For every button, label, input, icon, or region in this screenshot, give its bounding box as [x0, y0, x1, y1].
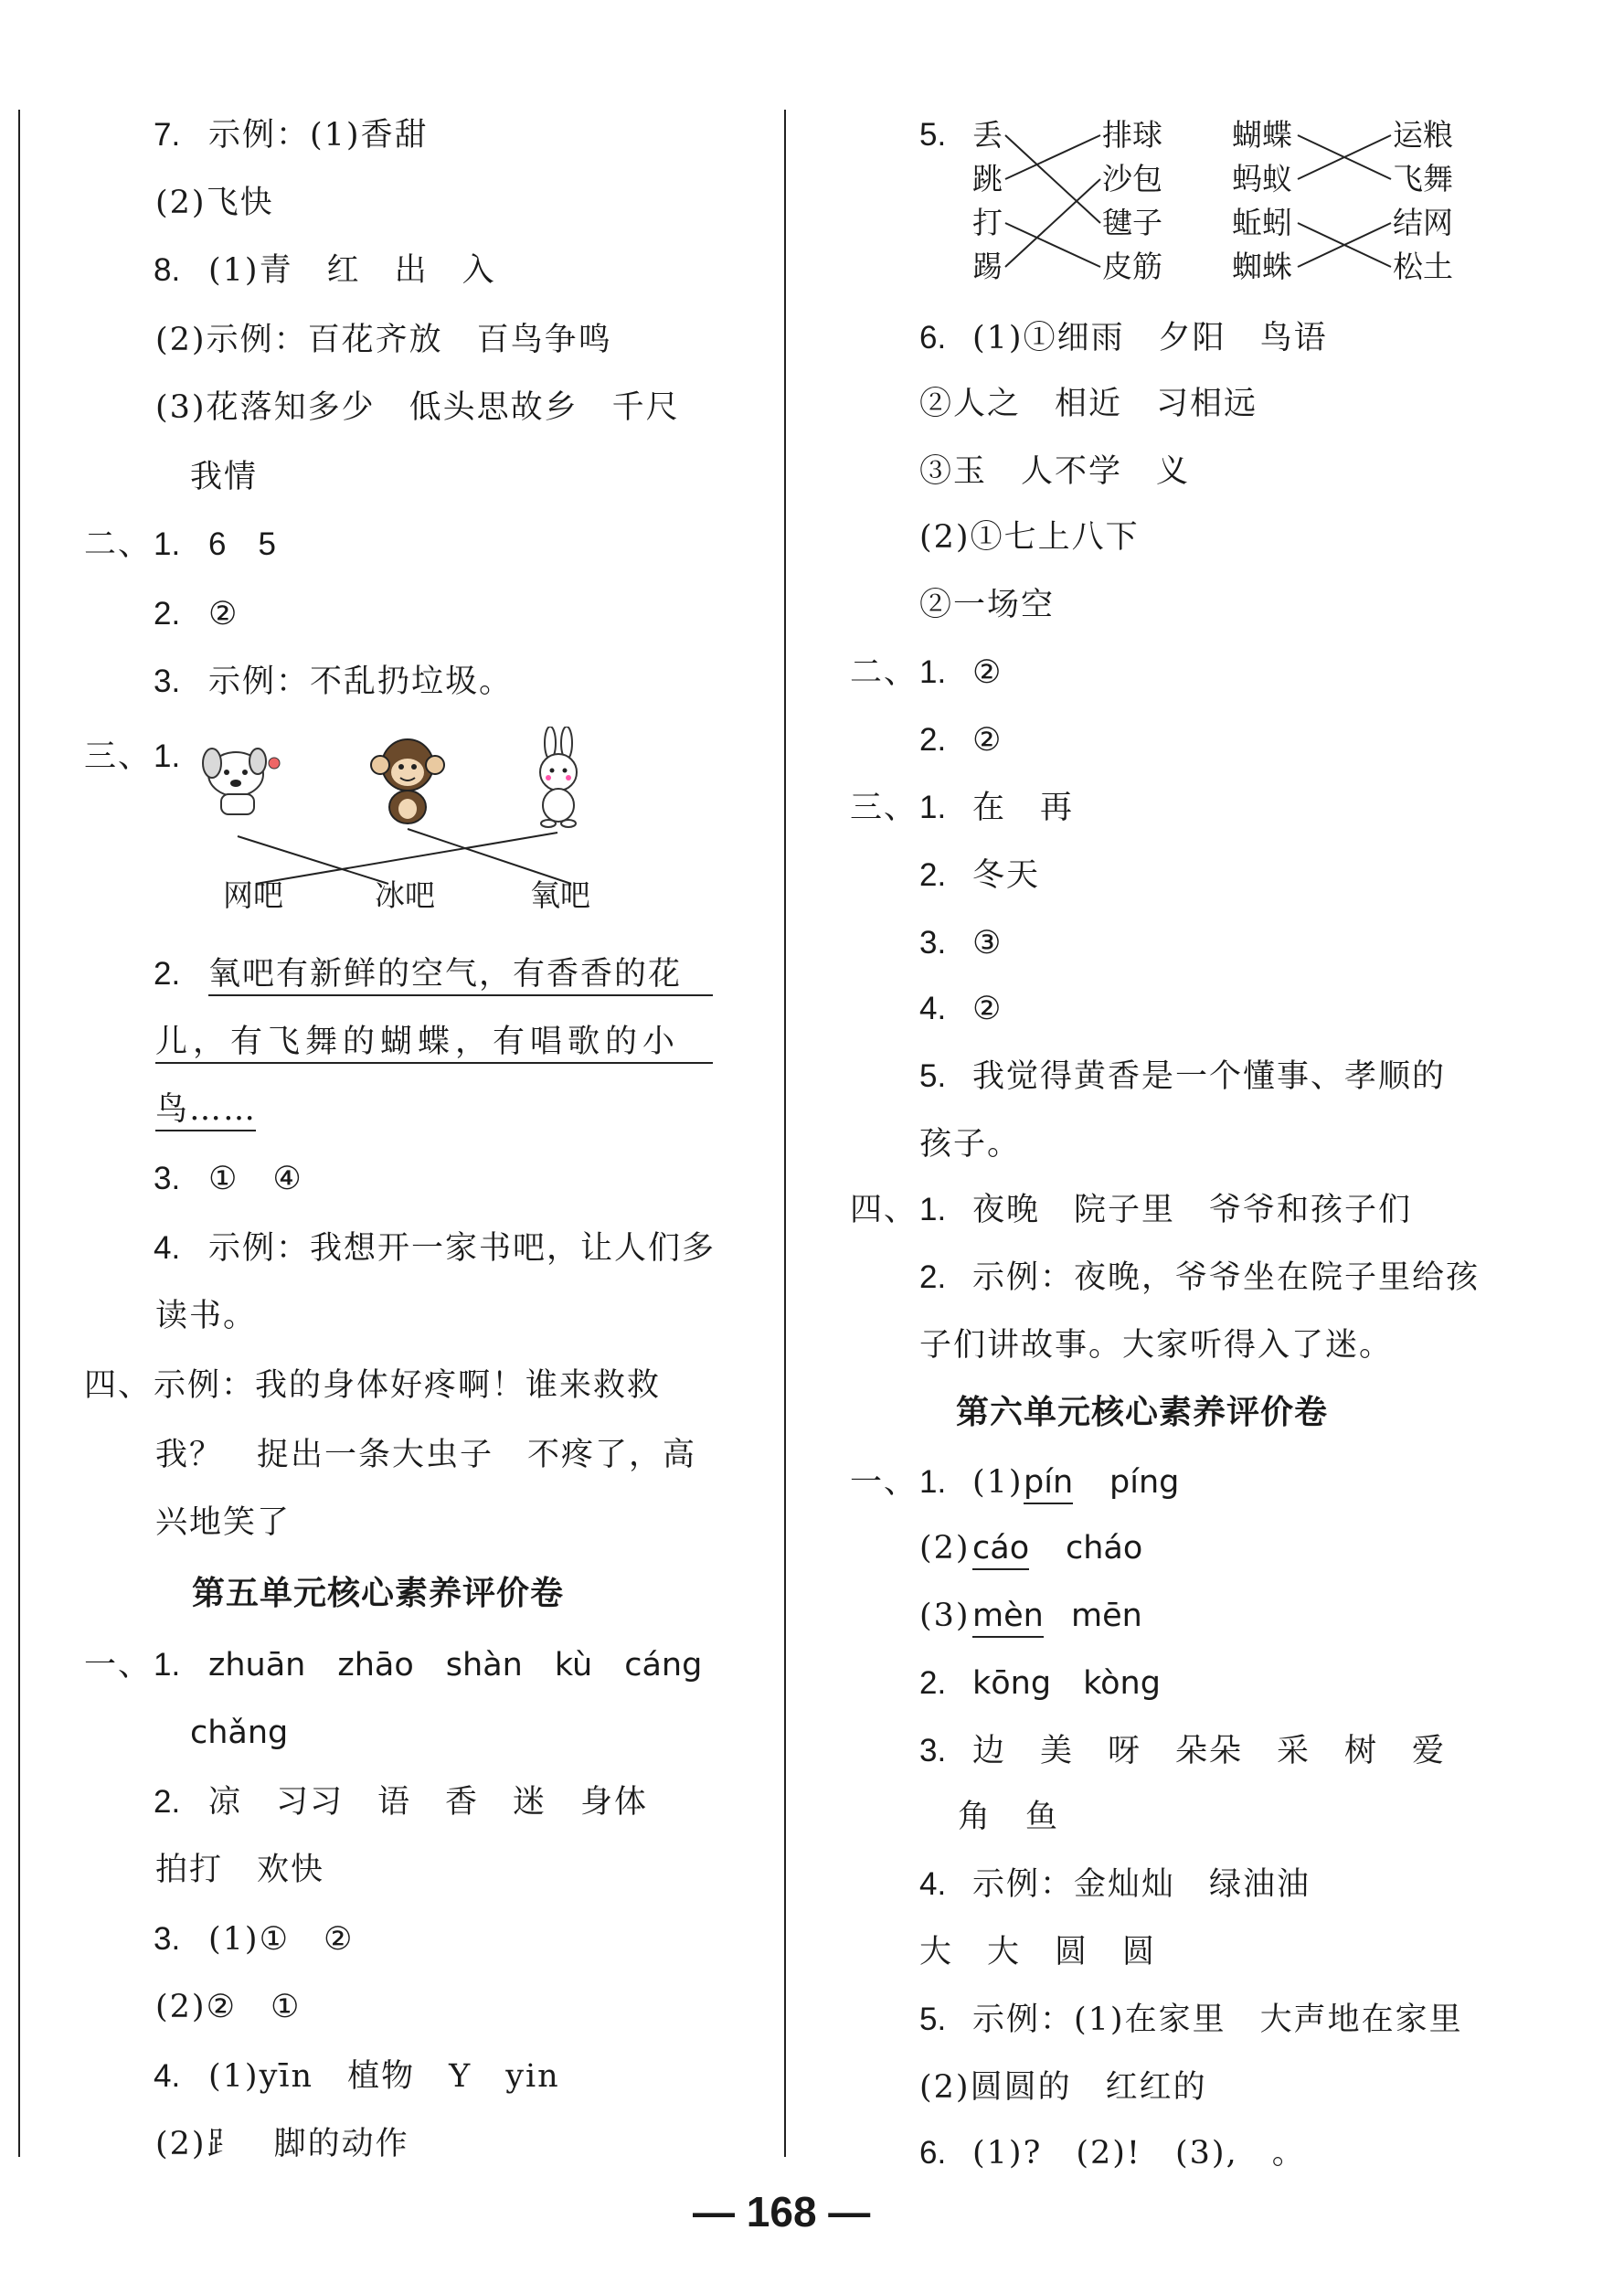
unit6-title: 第六单元核心素养评价卷	[956, 1394, 1329, 1431]
u6-q1-part3-pinyin: mēn	[1071, 1598, 1142, 1634]
r-s3-q1-number: 1.	[919, 790, 947, 825]
u5-q2-answer-2: 拍打 欢快	[155, 1852, 325, 1888]
column-divider	[784, 110, 786, 2157]
q5-left-a-1: 丢	[972, 117, 1003, 153]
r-q6-answer-5: ②一场空	[919, 587, 1056, 623]
s2-q3-number: 3.	[154, 664, 181, 699]
u6-q4-number: 4.	[919, 1866, 947, 1902]
q5-left-b-2: 蚂蚁	[1232, 161, 1292, 196]
monkey-icon	[371, 739, 444, 823]
u6-q4-answer-2: 大 大 圆 圆	[919, 1934, 1157, 1970]
s2-q1-number: 1.	[154, 526, 181, 562]
u6-q1-part2-pinyin: cháo	[1066, 1530, 1143, 1567]
s3-q1-number: 1.	[154, 738, 181, 774]
match-word-2: 冰吧	[375, 877, 435, 913]
q5-right-a-2: 沙包	[1102, 161, 1162, 196]
left-margin-line	[18, 110, 20, 2157]
u6-q1-part1-pinyin: píng	[1109, 1464, 1180, 1501]
q5-right-b-1: 运粮	[1393, 117, 1453, 153]
q8-answer-3-cont: 我情	[190, 459, 259, 495]
r-s3-q2-number: 2.	[919, 857, 947, 893]
r-section-4-label: 四、	[850, 1192, 918, 1228]
u6-q3-number: 3.	[919, 1733, 947, 1768]
rabbit-icon	[540, 727, 577, 827]
r-s4-q1-number: 1.	[919, 1192, 947, 1227]
u6-q1-part2-label: (2)	[919, 1530, 971, 1567]
r-q6-answer-3: ③玉 人不学 义	[919, 453, 1191, 490]
s4-answer-3: 兴地笑了	[155, 1504, 292, 1541]
s2-q2-number: 2.	[154, 596, 181, 632]
u6-q1-number: 1.	[919, 1464, 947, 1500]
s2-q2-answer: ②	[208, 596, 239, 632]
r-s2-q1-answer: ②	[972, 654, 1003, 691]
r-s3-q5-answer-2: 孩子。	[919, 1126, 1022, 1163]
r-s2-q2-answer: ②	[972, 722, 1003, 759]
r-s4-q1-answer: 夜晚 院子里 爷爷和孩子们	[972, 1192, 1413, 1228]
u5-q1-number: 1.	[154, 1647, 181, 1683]
dog-icon	[203, 749, 280, 814]
r-s3-q4-number: 4.	[919, 991, 947, 1026]
s3-q4-answer: 示例：我想开一家书吧，让人们多	[208, 1230, 716, 1267]
s3-q3-number: 3.	[154, 1161, 181, 1196]
u6-section-1-label: 一、	[850, 1464, 918, 1501]
match-word-1: 网吧	[223, 877, 283, 913]
match-line-rabbit	[256, 833, 557, 884]
q8-number: 8.	[154, 252, 181, 288]
u6-q3-answer: 边 美 呀 朵朵 采 树 爱	[972, 1733, 1447, 1769]
r-q6-answer-4: (2)①七上八下	[919, 519, 1140, 556]
q5-right-b-4: 松土	[1393, 249, 1453, 284]
r-s2-q2-number: 2.	[919, 722, 947, 758]
s3-q2-number: 2.	[154, 956, 181, 992]
u5-section-1-label: 一、	[84, 1647, 153, 1683]
q5-left-b-4: 蜘蛛	[1232, 249, 1292, 284]
r-s4-q2-number: 2.	[919, 1259, 947, 1295]
section-2-label: 二、	[84, 526, 153, 563]
section-3-label: 三、	[84, 738, 153, 775]
r-s3-q1-answer: 在 再	[972, 790, 1075, 826]
s3-q4-answer-2: 读书。	[155, 1298, 258, 1334]
r-s4-q2-answer-2: 子们讲故事。大家听得入了迷。	[919, 1327, 1394, 1364]
s3-q4-number: 4.	[154, 1230, 181, 1266]
s4-answer-1: 示例：我的身体好疼啊！谁来救救	[154, 1367, 662, 1404]
u5-q2-number: 2.	[154, 1784, 181, 1820]
r-s3-q2-answer: 冬天	[972, 857, 1041, 894]
s2-q3-answer: 示例：不乱扔垃圾。	[208, 664, 514, 700]
u6-q5-answer: 示例：(1)在家里 大声地在家里	[972, 2002, 1463, 2038]
r-s4-q2-answer: 示例：夜晚，爷爷坐在院子里给孩	[972, 1259, 1481, 1296]
u5-q1-pinyin-2: chǎng	[190, 1715, 289, 1751]
s3-q2-answer-2: 儿，有飞舞的蝴蝶，有唱歌的小	[155, 1022, 713, 1064]
q5-right-b-3: 结网	[1393, 205, 1453, 240]
r-q6-number: 6.	[919, 320, 947, 356]
u6-q4-answer: 示例：金灿灿 绿油油	[972, 1866, 1311, 1903]
q5-left-a-2: 跳	[972, 161, 1003, 196]
page-number: — 168 —	[693, 2188, 871, 2236]
r-s3-q5-answer: 我觉得黄香是一个懂事、孝顺的	[972, 1058, 1447, 1095]
u6-q1-part3-underlined: mèn	[972, 1596, 1044, 1638]
u5-q3-answer: (1)① ②	[208, 1921, 355, 1958]
r-section-3-label: 三、	[850, 790, 918, 826]
match-line-monkey	[408, 829, 571, 884]
q5-lines-b	[1294, 117, 1396, 291]
r-q6-answer-2: ②人之 相近 习相远	[919, 386, 1258, 422]
q7-answer: 示例：(1)香甜	[208, 117, 429, 154]
r-s3-q3-answer: ③	[972, 925, 1003, 961]
r-s3-q3-number: 3.	[919, 925, 947, 961]
u6-q1-part1-label: (1)	[972, 1464, 1024, 1501]
u6-q6-answer: (1)? (2)! (3), 。	[972, 2135, 1306, 2172]
u5-q1-pinyin: zhuān zhāo shàn kù cáng	[208, 1647, 703, 1683]
u6-q6-number: 6.	[919, 2135, 947, 2171]
r-s3-q4-answer: ②	[972, 991, 1003, 1027]
r-q6-answer-1: (1)①细雨 夕阳 鸟语	[972, 320, 1328, 356]
s3-q2-answer-3: 鸟……	[155, 1089, 256, 1131]
u6-q1-part3-label: (3)	[919, 1598, 971, 1634]
s3-q2-answer-1: 氧吧有新鲜的空气，有香香的花	[208, 954, 713, 996]
u6-q5-number: 5.	[919, 2002, 947, 2037]
q8-answer-3: (3)花落知多少 低头思故乡 千尺	[155, 389, 680, 426]
r-s3-q5-number: 5.	[919, 1058, 947, 1094]
r-q5-number: 5.	[919, 117, 947, 153]
section-4-label: 四、	[84, 1367, 153, 1404]
u6-q2-number: 2.	[919, 1665, 947, 1701]
q5-right-a-1: 排球	[1102, 117, 1162, 153]
u6-q1-part2-underlined: cáo	[972, 1528, 1029, 1570]
q5-left-b-1: 蝴蝶	[1232, 117, 1292, 153]
q5-right-a-4: 皮筋	[1102, 249, 1162, 284]
u6-q1-part1-underlined: pín	[1024, 1462, 1073, 1504]
u6-q2-answer: kōng kòng	[972, 1665, 1161, 1702]
q5-left-a-4: 踢	[972, 249, 1003, 284]
match-word-3: 氧吧	[530, 877, 590, 913]
q8-answer-2: (2)示例：百花齐放 百鸟争鸣	[155, 322, 612, 358]
q8-answer-1: (1)青 红 出 入	[208, 252, 496, 289]
s4-answer-2: 我？ 捉出一条大虫子 不疼了，高	[155, 1437, 697, 1473]
r-s2-q1-number: 1.	[919, 654, 947, 690]
u5-q4-answer: (1)yīn 植物 Y yin	[208, 2058, 560, 2095]
u5-q3-number: 3.	[154, 1921, 181, 1957]
u5-q4-number: 4.	[154, 2058, 181, 2094]
q5-right-a-3: 毽子	[1102, 205, 1162, 240]
u5-q2-answer: 凉 习习 语 香 迷 身体	[208, 1784, 649, 1821]
u6-q5-answer-2: (2)圆圆的 红红的	[919, 2069, 1207, 2106]
q5-left-a-3: 打	[972, 205, 1003, 240]
u5-q3-answer-2: (2)② ①	[155, 1989, 302, 2025]
q7-number: 7.	[154, 117, 181, 153]
q5-right-b-2: 飞舞	[1393, 161, 1453, 196]
unit5-title: 第五单元核心素养评价卷	[192, 1575, 565, 1612]
q7-answer-2: (2)飞快	[155, 185, 274, 221]
q5-left-b-3: 蚯蚓	[1232, 205, 1292, 240]
u6-q3-answer-2: 角 鱼	[958, 1799, 1060, 1835]
u5-q4-answer-2: (2)⻊ 脚的动作	[155, 2126, 409, 2162]
r-section-2-label: 二、	[850, 654, 918, 691]
s3-q3-answer: ① ④	[208, 1161, 303, 1197]
s2-q1-answer: 6 5	[208, 526, 276, 562]
q5-lines-a	[1002, 117, 1106, 291]
